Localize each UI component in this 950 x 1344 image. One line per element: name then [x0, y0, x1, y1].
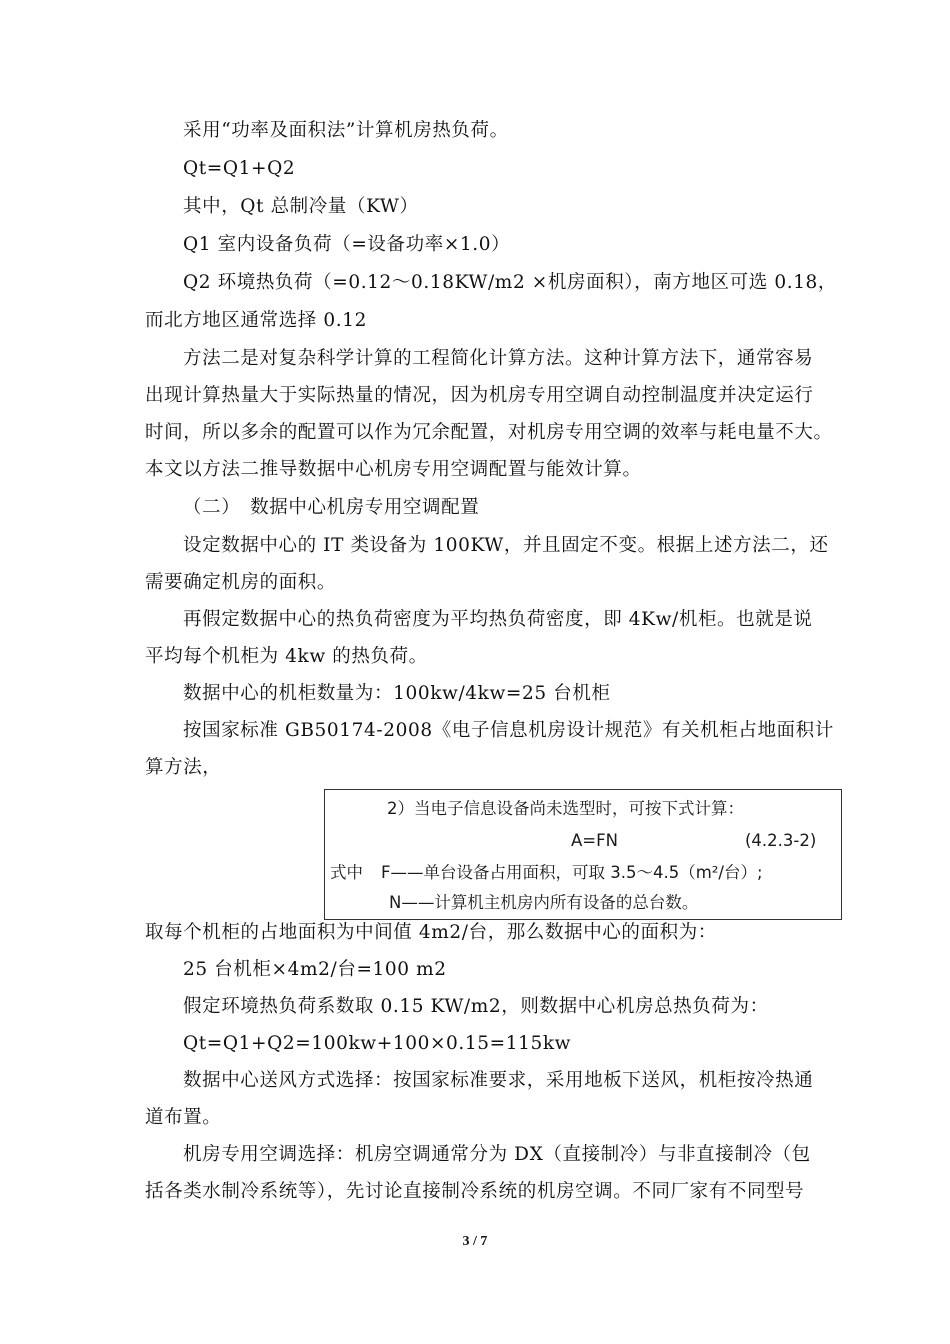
paragraph-it-load-line-2: 需要确定机房的面积。	[145, 572, 337, 593]
figure-line-n-definition: N——计算机主机房内所有设备的总台数。	[389, 893, 699, 912]
paragraph-method-two-line-4: 本文以方法二推导数据中心机房专用空调配置与能效计算。	[145, 459, 642, 480]
paragraph-q1-definition: Q1 室内设备负荷（=设备功率×1.0）	[183, 234, 511, 255]
figure-formula: A=FN	[571, 831, 618, 850]
paragraph-method-two-line-3: 时间，所以多余的配置可以作为冗余配置，对机房专用空调的效率与耗电量不大。	[145, 422, 833, 443]
paragraph-air-supply-line-1: 数据中心送风方式选择：按国家标准要求，采用地板下送风，机柜按冷热通	[183, 1070, 814, 1091]
figure-line-f-definition: F——单台设备占用面积，可取 3.5～4.5（m²/台）;	[381, 863, 763, 882]
paragraph-q2-definition-line-2: 而北方地区通常选择 0.12	[145, 310, 367, 331]
standard-excerpt-figure	[324, 789, 842, 920]
figure-line-condition: 2）当电子信息设备尚未选型时，可按下式计算：	[387, 799, 744, 818]
paragraph-standard-line-2: 算方法，	[145, 757, 222, 778]
figure-where-label: 式中	[330, 863, 363, 882]
paragraph-qt-definition: 其中，Qt 总制冷量（KW）	[183, 196, 419, 217]
figure-formula-number: (4.2.3-2)	[745, 831, 817, 850]
paragraph-method-two-line-1: 方法二是对复杂科学计算的工程简化计算方法。这种计算方法下，通常容易	[183, 348, 814, 369]
paragraph-cabinet-count: 数据中心的机柜数量为：100kw/4kw=25 台机柜	[183, 683, 611, 704]
paragraph-ac-selection-line-1: 机房专用空调选择：机房空调通常分为 DX（直接制冷）与非直接制冷（包	[183, 1144, 811, 1165]
paragraph-density-line-1: 再假定数据中心的热负荷密度为平均热负荷密度，即 4Kw/机柜。也就是说	[183, 609, 813, 630]
paragraph-method-intro: 采用“功率及面积法”计算机房热负荷。	[183, 120, 509, 141]
paragraph-method-two-line-2: 出现计算热量大于实际热量的情况，因为机房专用空调自动控制温度并决定运行	[145, 385, 814, 406]
paragraph-density-line-2: 平均每个机柜为 4kw 的热负荷。	[145, 646, 428, 667]
formula-total-heat-load: Qt=Q1+Q2=100kw+100×0.15=115kw	[183, 1033, 572, 1054]
page-number: 3 / 7	[462, 1234, 488, 1249]
section-heading: （二） 数据中心机房专用空调配置	[183, 497, 480, 518]
formula-total-area: 25 台机柜×4m2/台=100 m2	[183, 959, 447, 980]
paragraph-ac-selection-line-2: 括各类水制冷系统等），先讨论直接制冷系统的机房空调。不同厂家有不同型号	[145, 1181, 805, 1202]
paragraph-air-supply-line-2: 道布置。	[145, 1107, 222, 1128]
paragraph-environment-factor: 假定环境热负荷系数取 0.15 KW/m2，则数据中心机房总热负荷为：	[183, 996, 769, 1017]
paragraph-standard-line-1: 按国家标准 GB50174-2008《电子信息机房设计规范》有关机柜占地面积计	[183, 720, 834, 741]
paragraph-q2-definition-line-1: Q2 环境热负荷（=0.12～0.18KW/m2 ×机房面积），南方地区可选 0.18，	[183, 272, 838, 293]
formula-qt: Qt=Q1+Q2	[183, 158, 296, 179]
paragraph-area-per-cabinet: 取每个机柜的占地面积为中间值 4m2/台，那么数据中心的面积为：	[145, 922, 717, 943]
paragraph-it-load-line-1: 设定数据中心的 IT 类设备为 100KW，并且固定不变。根据上述方法二，还	[183, 535, 829, 556]
